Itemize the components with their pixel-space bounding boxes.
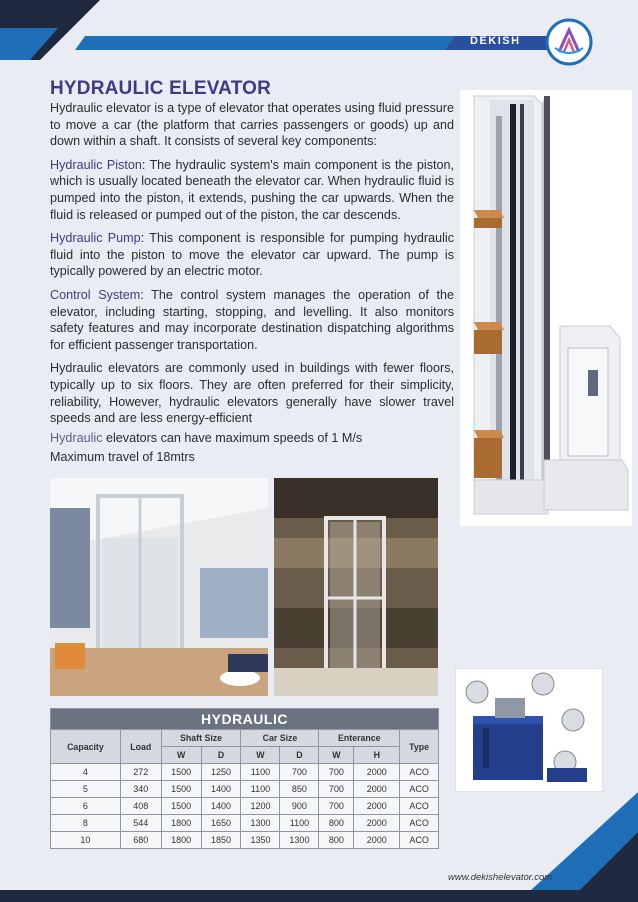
header-type: Type <box>400 730 439 764</box>
subheader-entrance-w: W <box>319 747 354 764</box>
table-cell: 2000 <box>354 815 400 832</box>
corner-decoration-top-left <box>0 0 120 60</box>
subheader-car-w: W <box>241 747 280 764</box>
table-cell: ACO <box>400 798 439 815</box>
hydraulic-power-unit-illustration <box>455 668 603 792</box>
table-cell: 1300 <box>241 815 280 832</box>
table-cell: 6 <box>51 798 121 815</box>
table-cell: 1650 <box>201 815 241 832</box>
table-cell: 2000 <box>354 798 400 815</box>
brand-name: DEKISH <box>470 35 521 47</box>
component-control <box>50 287 454 353</box>
text-column <box>50 100 454 469</box>
table-cell: 1400 <box>201 798 241 815</box>
table-cell: ACO <box>400 832 439 849</box>
component-description: : The control system manages the operation of the elevator, including starting, stopping, and levelling. It also monitors safety features and may incorporate destination dispatching algorithms for efficient passenger transportation. <box>50 287 454 352</box>
subheader-entrance-h: H <box>354 747 400 764</box>
component-piston <box>50 157 454 223</box>
table-cell: 1100 <box>241 764 280 781</box>
table-cell: 1850 <box>201 832 241 849</box>
component-description: : The hydraulic system's main component is the piston, which is usually located beneath the elevator car. When hydraulic fluid is pumped into the piston, it extends, pushing the car upwards. When the fluid is released or pumped out of the piston, the car descends. <box>50 157 454 222</box>
subheader-shaft-d: D <box>201 747 241 764</box>
table-cell: 1800 <box>161 815 201 832</box>
table-cell: 1100 <box>241 781 280 798</box>
speed-rest: elevators can have maximum speeds of 1 M/s <box>102 430 363 445</box>
usage-paragraph: Hydraulic elevators are commonly used in buildings with fewer floors, typically up to six floors. They are often preferred for their simplicity, reliability, However, hydraulic elevators generally have slower travel speeds and are less energy-efficient <box>50 361 454 426</box>
table-cell: 408 <box>120 798 161 815</box>
speed-line <box>50 430 454 447</box>
table-cell: 1500 <box>161 764 201 781</box>
component-term: Hydraulic Piston <box>50 157 142 172</box>
table-cell: 800 <box>319 815 354 832</box>
table-row <box>51 815 439 832</box>
table-cell: 1350 <box>241 832 280 849</box>
subheader-car-d: D <box>280 747 319 764</box>
table-row <box>51 764 439 781</box>
table-row <box>51 798 439 815</box>
table-cell: 1500 <box>161 798 201 815</box>
footer-website: www.dekishelevator.com <box>448 872 553 883</box>
footer-band <box>0 880 638 902</box>
component-term: Hydraulic Pump <box>50 231 141 246</box>
dekish-logo-icon <box>545 18 593 66</box>
table-cell: 1200 <box>241 798 280 815</box>
table-cell: 1300 <box>280 832 319 849</box>
specification-table <box>50 708 439 849</box>
table-cell: 700 <box>319 781 354 798</box>
table-cell: 2000 <box>354 781 400 798</box>
speed-term: Hydraulic <box>50 430 103 445</box>
page-title: HYDRAULIC ELEVATOR <box>50 78 272 99</box>
table-cell: 700 <box>319 764 354 781</box>
header-shaft-size: Shaft Size <box>161 730 241 747</box>
table-row <box>51 781 439 798</box>
elevator-shaft-diagram <box>460 90 632 526</box>
table-cell: 5 <box>51 781 121 798</box>
table-cell: 680 <box>120 832 161 849</box>
table-cell: 1500 <box>161 781 201 798</box>
travel-line: Maximum travel of 18mtrs <box>50 450 195 465</box>
table-row <box>51 832 439 849</box>
table-cell: 900 <box>280 798 319 815</box>
elevator-photo-residential <box>50 478 268 696</box>
table-cell: 800 <box>319 832 354 849</box>
table-cell: 850 <box>280 781 319 798</box>
table-cell: 4 <box>51 764 121 781</box>
table-cell: 8 <box>51 815 121 832</box>
header-entrance: Enterance <box>319 730 400 747</box>
table-cell: 10 <box>51 832 121 849</box>
table-cell: 1800 <box>161 832 201 849</box>
table-cell: ACO <box>400 781 439 798</box>
intro-paragraph: Hydraulic elevator is a type of elevator that operates using fluid pressure to move a car (the platform that carries passengers or goods) up and down within a shaft. It consists of several key components: <box>50 101 454 149</box>
header-capacity: Capacity <box>51 730 121 764</box>
elevator-photo-mall <box>274 478 438 696</box>
component-description: : This component is responsible for pumping hydraulic fluid into the piston to move the elevator car upward. The pump is typically powered by an electric motor. <box>50 231 454 279</box>
table-cell: ACO <box>400 764 439 781</box>
table-cell: 1250 <box>201 764 241 781</box>
header-load: Load <box>120 730 161 764</box>
table-cell: 272 <box>120 764 161 781</box>
component-pump <box>50 230 454 280</box>
table-cell: 700 <box>280 764 319 781</box>
table-cell: 1400 <box>201 781 241 798</box>
subheader-shaft-w: W <box>161 747 201 764</box>
table-cell: 700 <box>319 798 354 815</box>
header-car-size: Car Size <box>241 730 319 747</box>
table-cell: 1100 <box>280 815 319 832</box>
table-cell: 2000 <box>354 832 400 849</box>
table-cell: 2000 <box>354 764 400 781</box>
table-caption: HYDRAULIC <box>51 709 439 730</box>
table-body <box>51 764 439 849</box>
table-cell: 340 <box>120 781 161 798</box>
component-term: Control System <box>50 287 141 302</box>
table-cell: ACO <box>400 815 439 832</box>
table-cell: 544 <box>120 815 161 832</box>
